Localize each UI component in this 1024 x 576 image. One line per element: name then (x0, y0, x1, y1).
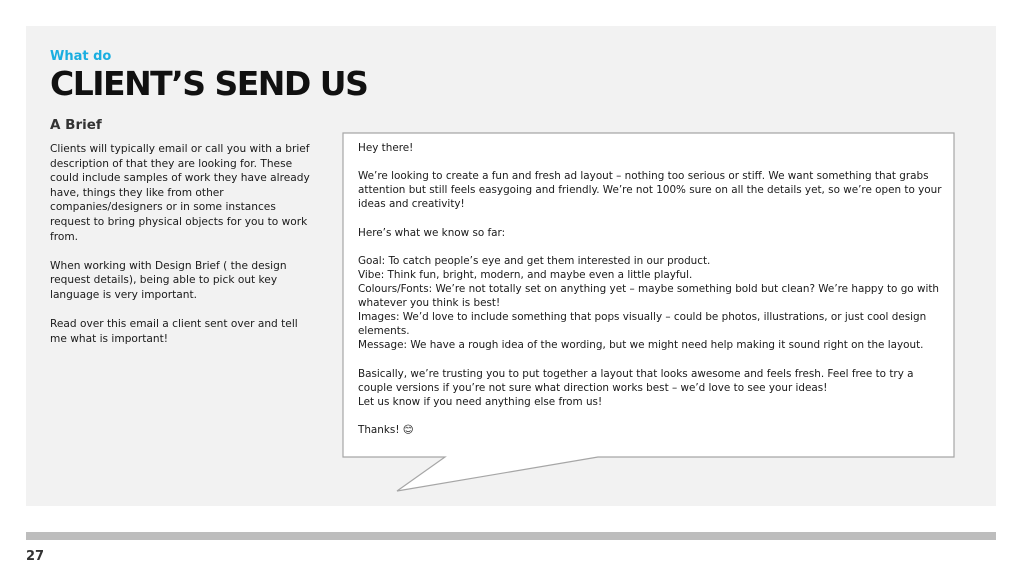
brief-paragraph: Read over this email a client sent over and tell me what is important! (50, 318, 298, 345)
slide-title: CLIENT’S SEND US (50, 64, 368, 103)
email-closing (358, 367, 943, 409)
email-greeting: Hey there! (358, 142, 414, 154)
email-lead: Here’s what we know so far: (358, 226, 506, 239)
email-signoff: Thanks! 😊 (358, 423, 414, 436)
brief-heading: A Brief (50, 117, 102, 133)
email-intro: We’re looking to create a fun and fresh ad layout – nothing too serious or stiff. We want something that grabs attention but still feels easygoing and friendly. We’re not 100% sure on all the details yet, so we’re open to your ideas and creativity! (358, 170, 942, 211)
email-detail-item: Vibe: Think fun, bright, modern, and maybe even a little playful. (358, 268, 693, 281)
email-details (358, 254, 943, 353)
email-detail-item: Images: We’d love to include something that pops visually – could be photos, illustrations, or just cool design elements. (358, 311, 927, 338)
brief-paragraph: Clients will typically email or call you with a brief description of that they are looking for. These could include samples of work they have already have, things they like from other companies/designers or in some instances request to bring physical objects for you to work from. (50, 143, 310, 243)
page-number: 27 (26, 549, 45, 564)
email-detail-item: Goal: To catch people’s eye and get them interested in our product. (358, 254, 711, 267)
client-email (358, 141, 943, 451)
email-detail-item: Message: We have a rough idea of the wording, but we might need help making it sound right on the layout. (358, 339, 924, 352)
email-closing-line: Basically, we’re trusting you to put together a layout that looks awesome and feels fresh. Feel free to try a couple versions if you’re not sure what direction works best – we’d love to see your ideas! (358, 367, 914, 394)
footer-bar (26, 532, 996, 540)
brief-paragraph: When working with Design Brief ( the design request details), being able to pick out key language is very important. (50, 259, 287, 301)
slide-subtitle: What do (50, 49, 112, 64)
email-detail-item: Colours/Fonts: We’re not totally set on anything yet – maybe something bold but clean? We’re happy to go with whatever you think is best! (358, 282, 939, 310)
email-closing-line: Let us know if you need anything else from us! (358, 395, 603, 408)
